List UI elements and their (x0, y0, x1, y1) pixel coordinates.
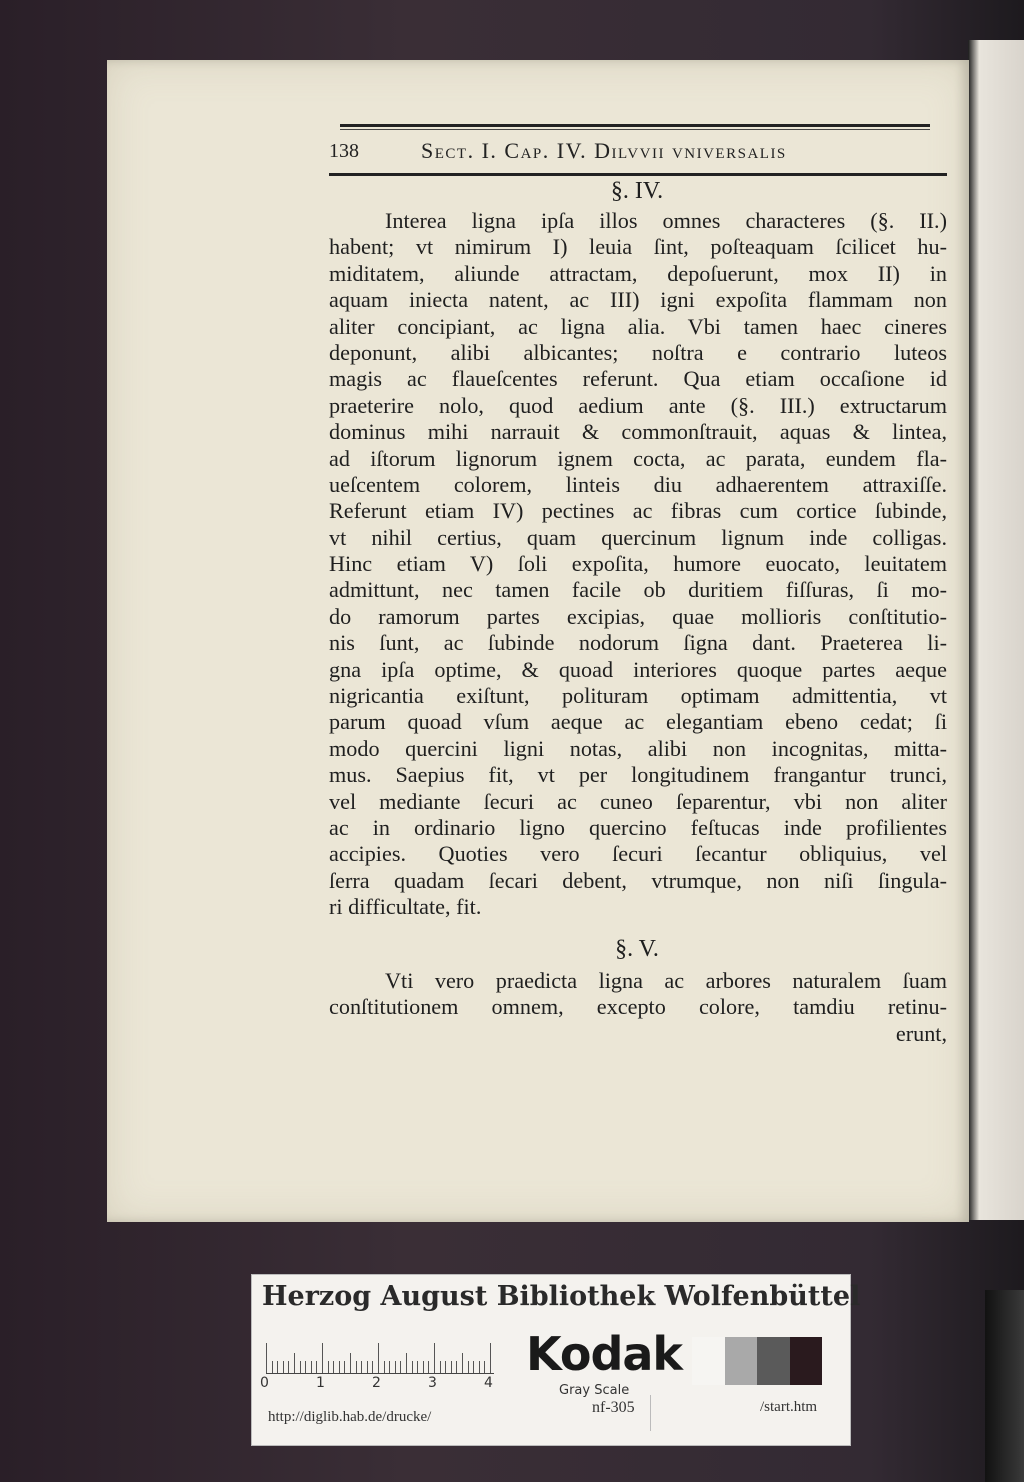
header-rule-top-thin (340, 129, 930, 130)
ruler-tick (288, 1361, 289, 1373)
text-line: Referunt etiam IV) pectines ac fibras cum cortice ſubinde, (329, 498, 947, 524)
text-line: mus. Saepius fit, vt per longitudinem frangantur trunci, (329, 762, 947, 788)
text-line: vel mediante ſecuri ac cuneo ſeparentur, vbi non aliter (329, 788, 947, 814)
header-rule-top (340, 124, 930, 127)
section-title-v: §. V. (615, 936, 659, 962)
ruler-tick (316, 1361, 317, 1373)
text-line: ſerra quadam ſecari debent, vtrumque, non niſi ſingula- (329, 867, 947, 893)
text-line: parum quoad vſum aeque ac elegantiam ebeno cedat; ſi (329, 709, 947, 735)
library-title: Herzog August Bibliothek Wolfenbüttel (262, 1281, 861, 1312)
ruler-tick (468, 1361, 469, 1373)
ruler-tick (333, 1361, 334, 1373)
ruler-tick (344, 1361, 345, 1373)
color-target-card (251, 1274, 861, 1446)
ruler-tick (311, 1361, 312, 1373)
ruler-tick (372, 1361, 373, 1373)
page-header (329, 136, 949, 168)
text-line: praeterire nolo, quod aedium ante (§. III.) extructarum (329, 392, 947, 418)
ruler-tick (473, 1361, 474, 1373)
ruler-number: 0 (260, 1375, 269, 1391)
ruler-tick (339, 1361, 340, 1373)
ruler-tick (283, 1361, 284, 1373)
text-line: admittunt, nec tamen facile ob duritiem fiſſuras, ſi mo- (329, 577, 947, 603)
ruler-tick (384, 1361, 385, 1373)
ruler-tick (378, 1343, 379, 1373)
text-line: aliter concipiant, ac ligna alia. Vbi tamen haec cineres (329, 313, 947, 339)
ruler-tick (389, 1361, 390, 1373)
ruler-number: 3 (428, 1375, 437, 1391)
ruler-tick (305, 1361, 306, 1373)
ruler-tick (367, 1361, 368, 1373)
text-line: conſtitutionem omnem, excepto colore, tamdiu retinu- (329, 994, 947, 1020)
ruler-tick (400, 1361, 401, 1373)
shelf-code: nf-305 (592, 1399, 635, 1416)
ruler-numbers (260, 1375, 500, 1395)
text-line: ac in ordinario ligno quercino feſtucas inde profilientes (329, 814, 947, 840)
text-line: dominus mihi narrauit & commonſtrauit, aquas & lintea, (329, 419, 947, 445)
ruler-number: 1 (316, 1375, 325, 1391)
gray-swatch (790, 1337, 823, 1385)
ruler-tick (484, 1361, 485, 1373)
text-line: gna ipſa optime, & quoad interiores quoque partes aeque (329, 656, 947, 682)
ruler-tick (479, 1361, 480, 1373)
text-line: Vti vero praedicta ligna ac arbores naturalem ſuam (385, 968, 947, 993)
text-line: magis ac flaueſcentes referunt. Qua etiam occaſione id (329, 366, 947, 392)
gray-scale-label: Gray Scale (559, 1383, 630, 1398)
start-url: /start.htm (760, 1399, 818, 1415)
ruler-tick (423, 1361, 424, 1373)
ruler-tick (277, 1361, 278, 1373)
section-iv-text (329, 208, 947, 921)
gray-swatch (725, 1337, 758, 1385)
ruler-tick (294, 1353, 295, 1373)
ruler-tick (406, 1353, 407, 1373)
text-line: erunt, (895, 1020, 947, 1046)
divider (650, 1395, 651, 1431)
ruler-tick (328, 1361, 329, 1373)
book-page (107, 60, 969, 1222)
facing-page-edge (968, 40, 1024, 1220)
section-v-text (329, 968, 947, 1047)
text-line: nis ſunt, ac ſubinde nodorum ſigna dant. Praeterea li- (329, 630, 947, 656)
ruler-tick (350, 1353, 351, 1373)
ruler-number: 4 (484, 1375, 493, 1391)
text-line: deponunt, alibi albicantes; noſtra e contrario luteos (329, 339, 947, 365)
ruler-tick (417, 1361, 418, 1373)
ruler-number: 2 (372, 1375, 381, 1391)
running-head: Sect. I. Cap. IV. Dilvvii vniversalis (421, 138, 787, 163)
ruler-tick (462, 1353, 463, 1373)
ruler-tick (356, 1361, 357, 1373)
library-url: http://diglib.hab.de/drucke/ (268, 1409, 432, 1425)
text-line: ri difficultate, fit. (329, 894, 482, 920)
ruler-tick (361, 1361, 362, 1373)
gray-swatch (757, 1337, 790, 1385)
text-line: habent; vt nimirum I) leuia ſint, poſteaquam ſcilicet hu- (329, 234, 947, 260)
page-number: 138 (329, 140, 359, 162)
ruler-tick (490, 1343, 491, 1373)
ruler-tick (266, 1343, 267, 1373)
text-line: Interea ligna ipſa illos omnes characteres (§. II.) (385, 208, 947, 233)
gray-swatches (692, 1337, 822, 1385)
text-line: do ramorum partes excipias, quae mollioris conſtitutio- (329, 603, 947, 629)
gray-swatch (692, 1337, 725, 1385)
ruler-tick (445, 1361, 446, 1373)
text-line: accipies. Quoties vero ſecuri ſecantur obliquius, vel (329, 841, 947, 867)
ruler-tick (395, 1361, 396, 1373)
scale-ruler (266, 1337, 494, 1374)
header-rule-bottom (329, 173, 947, 176)
ruler-tick (412, 1361, 413, 1373)
ruler-tick (434, 1343, 435, 1373)
text-line: aquam iniecta natent, ac III) igni expoſita flammam non (329, 287, 947, 313)
ruler-tick (272, 1361, 273, 1373)
text-line: miditatem, aliunde attractam, depoſuerunt, mox II) in (329, 260, 947, 286)
scanner-bed-edge (985, 1290, 1024, 1482)
text-line: ad iſtorum lignorum ignem cocta, ac parata, eundem fla- (329, 445, 947, 471)
ruler-tick (428, 1361, 429, 1373)
ruler-tick (456, 1361, 457, 1373)
text-line: Hinc etiam V) ſoli expoſita, humore euocato, leuitatem (329, 551, 947, 577)
text-line: vt nihil certius, quam quercinum lignum inde colligas. (329, 524, 947, 550)
text-line: ueſcentem colorem, linteis diu adhaerentem attraxiſſe. (329, 471, 947, 497)
ruler-tick (300, 1361, 301, 1373)
kodak-logo: Kodak (526, 1327, 682, 1381)
ruler-tick (322, 1343, 323, 1373)
text-line: modo quercini ligni notas, alibi non incognitas, mitta- (329, 735, 947, 761)
text-line: nigricantia exiſtunt, polituram optimam admittentia, vt (329, 683, 947, 709)
ruler-tick (451, 1361, 452, 1373)
section-title-iv: §. IV. (610, 178, 664, 204)
ruler-tick (440, 1361, 441, 1373)
